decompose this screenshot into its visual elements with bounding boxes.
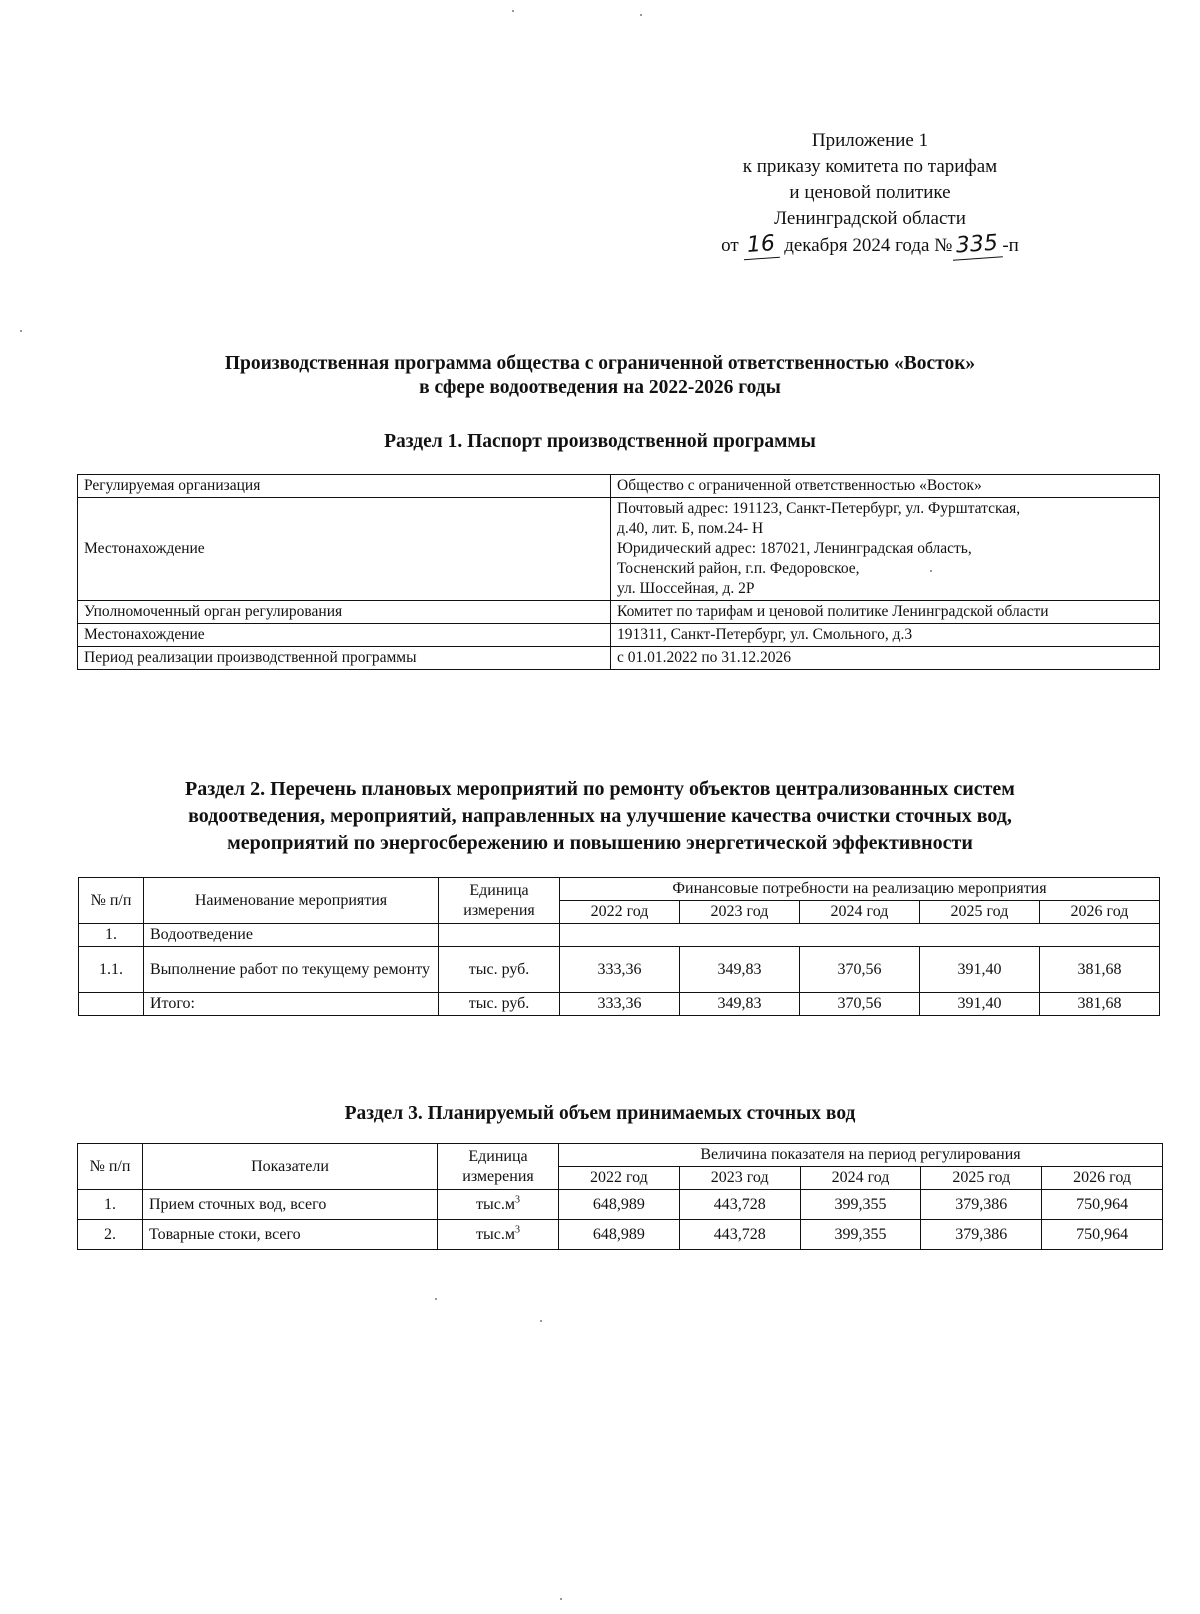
row-unit: тыс. руб.	[439, 993, 560, 1016]
table-row	[79, 993, 1160, 1016]
address-line: ул. Шоссейная, д. 2Р	[617, 580, 755, 597]
table-row	[78, 624, 1160, 647]
approval-line-1: Приложение 1	[811, 130, 929, 151]
row-unit	[439, 924, 560, 947]
passport-label: Регулируемая организация	[78, 475, 611, 498]
address-line: Почтовый адрес: 191123, Санкт-Петербург, ул. Фурштатская,	[617, 500, 1021, 517]
approval-line-3: и ценовой политике	[789, 182, 951, 203]
row-value: 399,355	[800, 1220, 921, 1250]
handwritten-day: 16	[743, 231, 781, 260]
unit-base: тыс.м	[476, 1195, 515, 1213]
row-value: 391,40	[919, 993, 1039, 1016]
row-empty-values	[560, 924, 1160, 947]
row-name: Товарные стоки, всего	[143, 1220, 438, 1250]
row-unit	[438, 1190, 559, 1220]
row-value: 333,36	[560, 993, 680, 1016]
section2-heading-line: мероприятий по энергосбережению и повышению энергетической эффективности	[227, 832, 973, 854]
table-row	[78, 475, 1160, 498]
row-value: 381,68	[1039, 947, 1159, 993]
header-year: 2023 год	[679, 1167, 800, 1190]
approval-block	[700, 128, 1040, 259]
row-num	[79, 993, 144, 1016]
row-name: Выполнение работ по текущему ремонту	[144, 947, 439, 993]
order-suffix: -п	[1002, 235, 1019, 256]
table-row	[78, 601, 1160, 624]
table-row	[78, 498, 1160, 601]
row-value: 750,964	[1042, 1190, 1163, 1220]
row-value: 648,989	[559, 1190, 680, 1220]
row-value: 379,386	[921, 1220, 1042, 1250]
program-title-line-2: в сфере водоотведения на 2022-2026 годы	[419, 377, 781, 398]
section2-heading-line: водоотведения, мероприятий, направленных на улучшение качества очистки сточных вод,	[188, 805, 1012, 827]
program-title-line-1: Производственная программа общества с ограниченной ответственностью «Восток»	[224, 353, 976, 374]
row-unit	[438, 1220, 559, 1250]
scan-speck	[640, 14, 642, 16]
passport-table	[77, 474, 1160, 670]
header-group: Величина показателя на период регулирования	[559, 1144, 1163, 1167]
header-num: № п/п	[78, 1144, 143, 1190]
passport-label: Местонахождение	[78, 624, 611, 647]
scan-speck	[20, 330, 22, 332]
date-middle: декабря 2024 года №	[784, 235, 953, 256]
address-line: Юридический адрес: 187021, Ленинградская область,	[617, 540, 972, 557]
program-title	[0, 352, 1200, 400]
row-value: 399,355	[800, 1190, 921, 1220]
table-header-row	[79, 878, 1160, 901]
row-value: 379,386	[921, 1190, 1042, 1220]
row-value: 349,83	[679, 993, 799, 1016]
row-num: 1.	[79, 924, 144, 947]
row-value: 443,728	[679, 1190, 800, 1220]
passport-value: Общество с ограниченной ответственностью «Восток»	[611, 475, 1160, 498]
unit-base: тыс.м	[476, 1225, 515, 1243]
approval-date-line	[700, 232, 1040, 259]
passport-value: Комитет по тарифам и ценовой политике Ленинградской области	[611, 601, 1160, 624]
header-unit: Единица измерения	[439, 878, 560, 924]
unit-sup: 3	[514, 1224, 520, 1236]
scan-speck	[512, 10, 514, 12]
row-value: 370,56	[799, 993, 919, 1016]
row-num: 2.	[78, 1220, 143, 1250]
scan-speck	[560, 1598, 562, 1600]
header-num: № п/п	[79, 878, 144, 924]
table-header-row	[78, 1144, 1163, 1167]
header-year: 2026 год	[1039, 901, 1159, 924]
measures-table	[78, 877, 1160, 1016]
header-year: 2022 год	[559, 1167, 680, 1190]
header-group: Финансовые потребности на реализацию мероприятия	[560, 878, 1160, 901]
row-num: 1.	[78, 1190, 143, 1220]
header-year: 2024 год	[800, 1167, 921, 1190]
header-year: 2022 год	[560, 901, 680, 924]
header-unit: Единица измерения	[438, 1144, 559, 1190]
row-value: 443,728	[679, 1220, 800, 1250]
table-row	[79, 924, 1160, 947]
row-unit: тыс. руб.	[439, 947, 560, 993]
row-value: 750,964	[1042, 1220, 1163, 1250]
section2-heading	[0, 776, 1200, 857]
passport-label: Местонахождение	[78, 498, 611, 601]
row-value: 381,68	[1039, 993, 1159, 1016]
section2-heading-line: Раздел 2. Перечень плановых мероприятий по ремонту объектов централизованных систем	[185, 778, 1015, 800]
table-row	[78, 1190, 1163, 1220]
handwritten-order-number: 335	[951, 230, 1003, 260]
row-name: Прием сточных вод, всего	[143, 1190, 438, 1220]
passport-label: Уполномоченный орган регулирования	[78, 601, 611, 624]
header-name: Показатели	[143, 1144, 438, 1190]
header-year: 2026 год	[1042, 1167, 1163, 1190]
header-year: 2023 год	[679, 901, 799, 924]
scan-speck	[540, 1320, 542, 1322]
table-row	[79, 947, 1160, 993]
scan-speck	[930, 570, 932, 572]
volumes-table	[77, 1143, 1163, 1250]
passport-value: 191311, Санкт-Петербург, ул. Смольного, д.3	[611, 624, 1160, 647]
approval-line-4: Ленинградской области	[774, 208, 966, 229]
date-prefix: от	[721, 235, 739, 256]
header-year: 2025 год	[919, 901, 1039, 924]
passport-address-value	[611, 498, 1160, 601]
row-value: 370,56	[799, 947, 919, 993]
row-value: 391,40	[919, 947, 1039, 993]
table-row	[78, 647, 1160, 670]
row-value: 349,83	[679, 947, 799, 993]
passport-value: с 01.01.2022 по 31.12.2026	[611, 647, 1160, 670]
approval-line-2: к приказу комитета по тарифам	[742, 156, 998, 177]
passport-label: Период реализации производственной программы	[78, 647, 611, 670]
row-name: Итого:	[144, 993, 439, 1016]
section3-heading: Раздел 3. Планируемый объем принимаемых сточных вод	[344, 1103, 856, 1124]
row-value: 333,36	[560, 947, 680, 993]
address-line: д.40, лит. Б, пом.24- Н	[617, 520, 764, 537]
section1-heading: Раздел 1. Паспорт производственной программы	[384, 431, 816, 452]
row-name: Водоотведение	[144, 924, 439, 947]
address-line: Тосненский район, г.п. Федоровское,	[617, 560, 860, 577]
header-year: 2025 год	[921, 1167, 1042, 1190]
table-row	[78, 1220, 1163, 1250]
scan-speck	[435, 1298, 437, 1300]
header-year: 2024 год	[799, 901, 919, 924]
header-name: Наименование мероприятия	[144, 878, 439, 924]
row-num: 1.1.	[79, 947, 144, 993]
unit-sup: 3	[514, 1194, 520, 1206]
row-value: 648,989	[559, 1220, 680, 1250]
